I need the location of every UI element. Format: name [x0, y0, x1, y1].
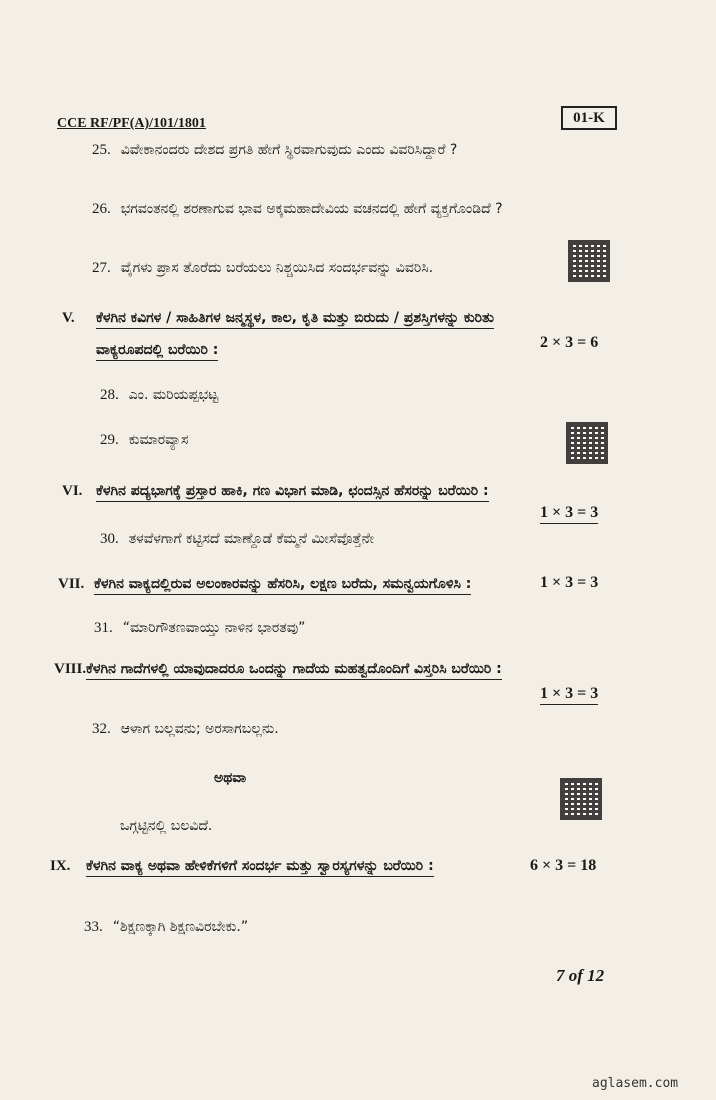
section-8-marks: 1 × 3 = 3 [540, 685, 598, 705]
section-6-heading: VI. ಕೆಳಗಿನ ಪದ್ಯಭಾಗಕ್ಕೆ ಪ್ರಸ್ತಾರ ಹಾಕಿ, ಗಣ ವಿಭಾಗ ಮಾಡಿ, ಛಂದಸ್ಸಿನ ಹೆಸರನ್ನು ಬರೆಯಿರಿ : [62, 483, 489, 500]
question-32-alternative: ಒಗ್ಗಟ್ಟಿನಲ್ಲಿ ಬಲವಿದೆ. [120, 818, 213, 834]
section-9-heading: IX. ಕೆಳಗಿನ ವಾಕ್ಯ ಅಥವಾ ಹೇಳಿಕೆಗಳಿಗೆ ಸಂದರ್ಭ ಮತ್ತು ಸ್ವಾರಸ್ಯಗಳನ್ನು ಬರೆಯಿರಿ : [50, 858, 434, 875]
section-5-heading-line2: ವಾಕ್ಯರೂಪದಲ್ಲಿ ಬರೆಯಿರಿ : [96, 342, 218, 358]
question-29: 29. ಕುಮಾರವ್ಯಾಸ [100, 432, 189, 448]
section-5-marks: 2 × 3 = 6 [540, 334, 599, 351]
question-27: 27. ವೈಗಳು ಪ್ರಾಸ ತೊರೆದು ಬರೆಯಲು ನಿಶ್ಚಯಿಸಿದ ಸಂದರ್ಭವನ್ನು ವಿವರಿಸಿ. [92, 260, 434, 276]
question-33: 33. “ಶಿಕ್ಷಣಕ್ಕಾಗಿ ಶಿಕ್ಷಣವಿರಬೇಕು.” [84, 919, 249, 935]
qr-code-icon [568, 240, 610, 282]
question-30: 30. ತಳವೆಳಗಾಗೆ ಕಟ್ಟಿಸದೆ ಮಾಣ್ದೊಡೆ ಕೆಮ್ಮನೆ ಮೀಸೆವೊತ್ತೆನೇ [100, 531, 375, 547]
paper-code: CCE RF/PF(A)/101/1801 [57, 116, 206, 131]
watermark-bottom: aglasem.com [592, 1076, 679, 1091]
question-32: 32. ಆಳಾಗ ಬಲ್ಲವನು; ಅರಸಾಗಬಲ್ಲನು. [92, 721, 279, 737]
or-label: ಅಥವಾ [214, 770, 247, 786]
section-8-heading: VIII.ಕೆಳಗಿನ ಗಾದೆಗಳಲ್ಲಿ ಯಾವುದಾದರೂ ಒಂದನ್ನು ಗಾದೆಯ ಮಹತ್ವದೊಂದಿಗೆ ವಿಸ್ತರಿಸಿ ಬರೆಯಿರಿ : [54, 661, 502, 678]
qr-code-icon [566, 422, 608, 464]
qr-code-icon [560, 778, 602, 820]
question-25: 25. ವಿವೇಕಾನಂದರು ದೇಶದ ಪ್ರಗತಿ ಹೇಗೆ ಸ್ಥಿರವಾಗುವುದು ಎಂದು ವಿವರಿಸಿದ್ದಾರೆ ? [92, 142, 458, 158]
section-6-marks: 1 × 3 = 3 [540, 504, 598, 524]
section-5-heading: V. ಕೆಳಗಿನ ಕವಿಗಳ / ಸಾಹಿತಿಗಳ ಜನ್ಮಸ್ಥಳ, ಕಾಲ, ಕೃತಿ ಮತ್ತು ಬಿರುದು / ಪ್ರಶಸ್ತಿಗಳನ್ನು ಕುರಿತು [62, 310, 494, 327]
question-31: 31. “ಮಾರಿಗೌತಣವಾಯ್ತು ನಾಳಿನ ಭಾರತವು” [94, 620, 306, 636]
question-28: 28. ಎಂ. ಮರಿಯಪ್ಪಭಟ್ಟ [100, 387, 219, 403]
question-26: 26. ಭಗವಂತನಲ್ಲಿ ಶರಣಾಗುವ ಭಾವ ಅಕ್ಕಮಹಾದೇವಿಯ ವಚನದಲ್ಲಿ ಹೇಗೆ ವ್ಯಕ್ತಗೊಂಡಿದೆ ? [92, 201, 503, 217]
section-7-heading: VII. ಕೆಳಗಿನ ವಾಕ್ಯದಲ್ಲಿರುವ ಅಲಂಕಾರವನ್ನು ಹೆಸರಿಸಿ, ಲಕ್ಷಣ ಬರೆದು, ಸಮನ್ವಯಗೊಳಿಸಿ : [58, 576, 471, 593]
section-9-marks: 6 × 3 = 18 [530, 857, 597, 874]
paper-box: 01-K [561, 106, 617, 130]
section-7-marks: 1 × 3 = 3 [540, 574, 599, 591]
page-number: 7 of 12 [556, 966, 605, 985]
